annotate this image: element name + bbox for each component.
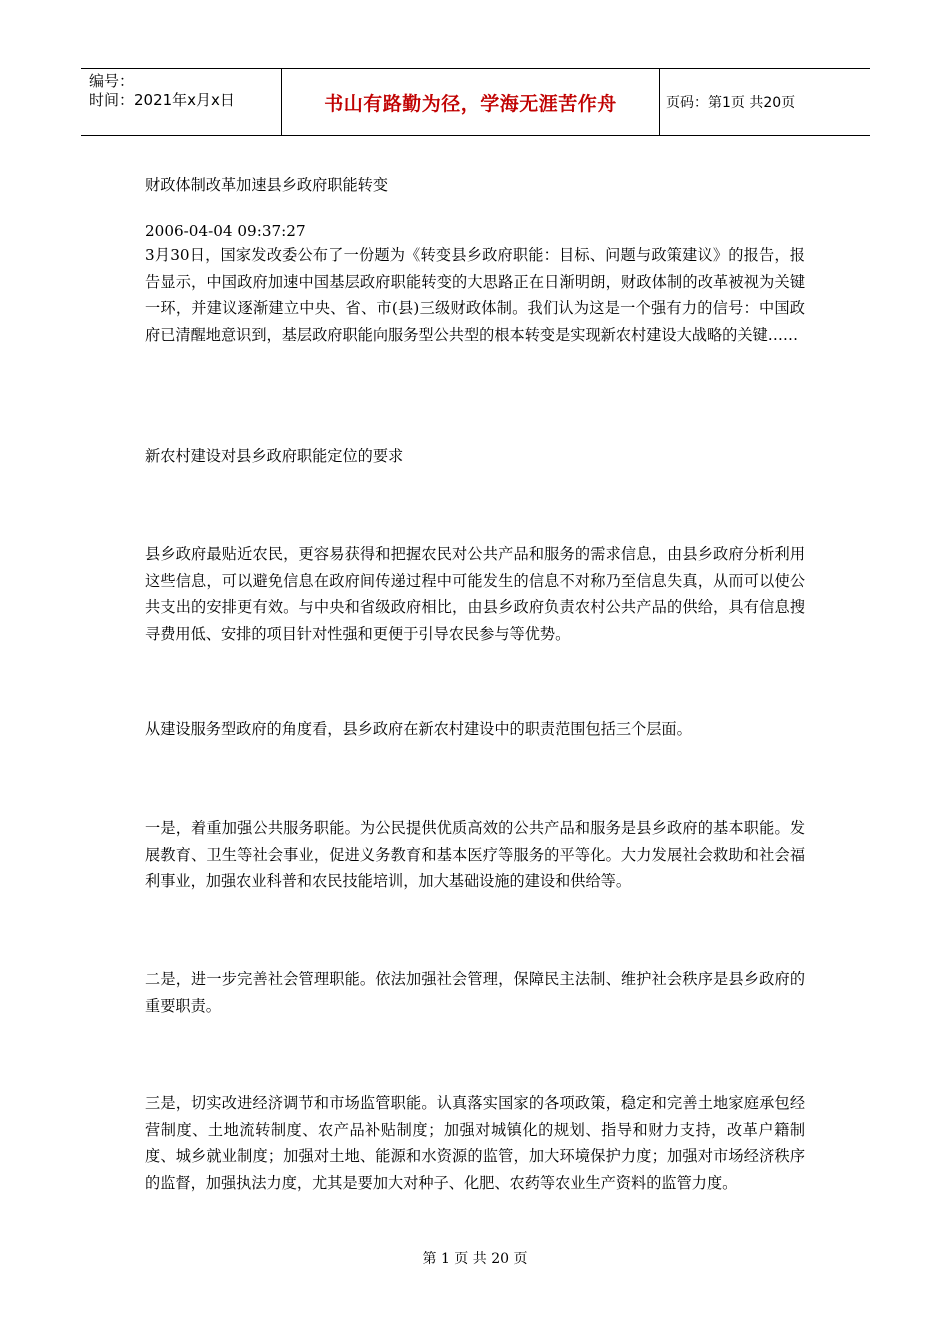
paragraph-public-service: 一是，着重加强公共服务职能。为公民提供优质高效的公共产品和服务是县乡政府的基本职能。发展教育、卫生等社会事业，促进义务教育和基本医疗等服务的平等化。大力发展社会救助和社会福利事业，加强农业科普和农民技能培训，加大基础设施的建设和供给等。 bbox=[145, 819, 805, 890]
article-datetime: 2006-04-04 09:37:27 bbox=[145, 222, 306, 240]
page-header bbox=[81, 68, 870, 136]
header-page-info: 页码：第1页 共20页 bbox=[666, 95, 796, 111]
document-number-label: 编号： bbox=[89, 72, 135, 90]
article-title: 财政体制改革加速县乡政府职能转变 bbox=[145, 176, 388, 194]
header-motto: 书山有路勤为径，学海无涯苦作舟 bbox=[324, 92, 617, 115]
paragraph-three-levels: 从建设服务型政府的角度看，县乡政府在新农村建设中的职责范围包括三个层面。 bbox=[145, 720, 692, 738]
header-meta bbox=[81, 69, 281, 135]
header-motto-cell bbox=[281, 69, 660, 135]
paragraph-economic-regulation: 三是，切实改进经济调节和市场监管职能。认真落实国家的各项政策，稳定和完善土地家庭承包经营制度、土地流转制度、农产品补贴制度；加强对城镇化的规划、指导和财力支持，改革户籍制度、城乡就业制度；加强对土地、能源和水资源的监管，加大环境保护力度；加强对市场经济秩序的监督，加强执法力度，尤其是要加大对种子、化肥、农药等农业生产资料的监管力度。 bbox=[145, 1094, 805, 1192]
paragraph-social-management: 二是，进一步完善社会管理职能。依法加强社会管理，保障民主法制、维护社会秩序是县乡政府的重要职责。 bbox=[145, 970, 805, 1015]
document-time-label: 时间：2021年x月x日 bbox=[89, 91, 235, 109]
page-footer: 第 1 页 共 20 页 bbox=[422, 1251, 528, 1267]
paragraph-intro: 3月30日，国家发改委公布了一份题为《转变县乡政府职能：目标、问题与政策建议》的报告，报告显示，中国政府加速中国基层政府职能转变的大思路正在日渐明朗，财政体制的改革被视为关键一环，并建议逐渐建立中央、省、市(县)三级财政体制。我们认为这是一个强有力的信号：中国政府已清醒地意识到，基层政府职能向服务型公共型的根本转变是实现新农村建设大战略的关键…… bbox=[145, 246, 805, 344]
paragraph-county-advantage: 县乡政府最贴近农民，更容易获得和把握农民对公共产品和服务的需求信息，由县乡政府分析利用这些信息，可以避免信息在政府间传递过程中可能发生的信息不对称乃至信息失真，从而可以使公共支出的安排更有效。与中央和省级政府相比，由县乡政府负责农村公共产品的供给，具有信息搜寻费用低、安排的项目针对性强和更便于引导农民参与等优势。 bbox=[145, 545, 805, 643]
section-heading: 新农村建设对县乡政府职能定位的要求 bbox=[145, 447, 404, 465]
